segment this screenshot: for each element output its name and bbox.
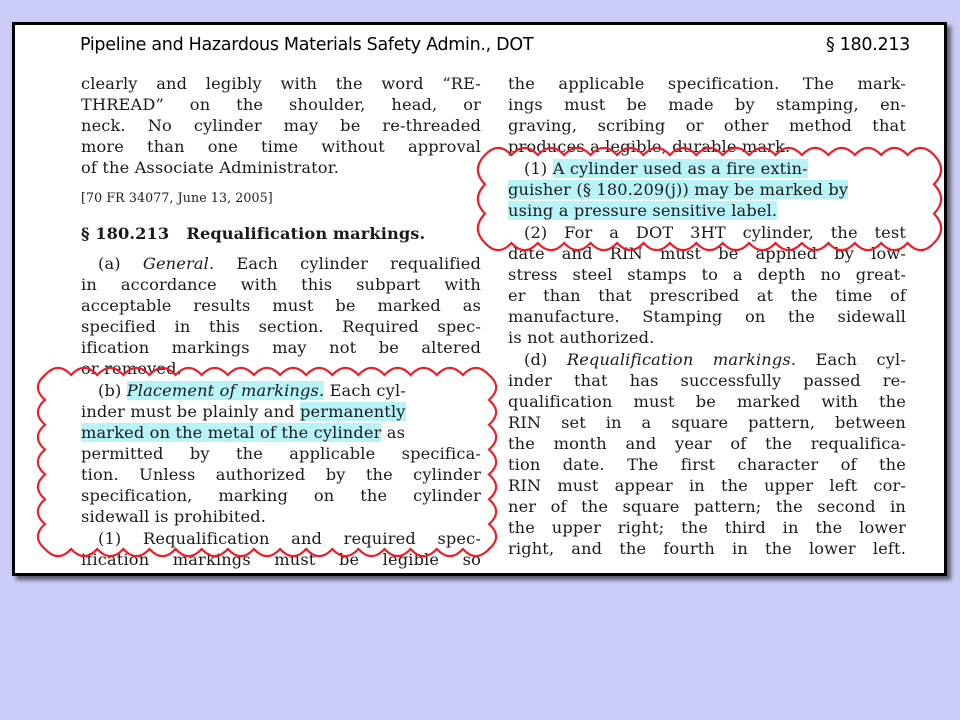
text-line: date and RIN must be applied by low-	[508, 244, 906, 263]
text-line	[81, 422, 405, 444]
text-line: manufacture. Stamping on the sidewall	[508, 307, 906, 326]
section-heading: § 180.213 Requalification markings.	[81, 224, 426, 243]
text-line: specified in this section. Required spec-	[81, 317, 481, 336]
paragraph-d-line	[524, 349, 906, 371]
text-line: ification markings may not be altered	[81, 338, 481, 357]
text-line	[508, 179, 848, 201]
paragraph-a-line	[98, 253, 481, 275]
paragraph-d-label: (d)	[524, 350, 567, 369]
paragraph-b-label: (b)	[98, 381, 127, 400]
text-line: tion date. The first character of the	[508, 455, 906, 474]
document-page	[12, 22, 947, 576]
text-span: inder must be plainly and	[81, 402, 300, 421]
text-line: neck. No cylinder may be re-threaded	[81, 116, 481, 135]
text-line: clearly and legibly with the word “RE-	[81, 74, 481, 93]
paragraph-b-title-highlight: Placement of markings.	[126, 381, 325, 400]
text-line: stress steel stamps to a depth no great-	[508, 265, 906, 284]
text-line: produces a legible, durable mark.	[508, 137, 791, 156]
text-line: the applicable specification. The mark-	[508, 74, 906, 93]
paragraph-d-text: Each cyl-	[796, 350, 906, 369]
page-header	[80, 35, 910, 61]
highlight-fire-extinguisher: A cylinder used as a fire extin-	[552, 159, 808, 178]
text-line: permitted by the applicable specifica-	[81, 444, 481, 463]
highlight-permanently: permanently	[300, 402, 406, 421]
text-line: in accordance with this subpart with	[81, 275, 481, 294]
highlight-pressure-label: using a pressure sensitive label.	[508, 201, 778, 220]
text-line: RIN set in a square pattern, between	[508, 413, 906, 432]
text-line	[508, 200, 777, 222]
text-line: RIN must appear in the upper left cor-	[508, 476, 906, 495]
text-line: the month and year of the requalifica-	[508, 434, 906, 453]
paragraph-b-text: Each cyl-	[324, 381, 406, 400]
text-line	[524, 158, 808, 180]
text-line: of the Associate Administrator.	[81, 158, 340, 177]
paragraph-a-text: Each cylinder requalified	[214, 254, 482, 273]
text-line: (1) Requalification and required spec-	[98, 529, 481, 548]
paragraph-d-title: Requalification markings.	[566, 350, 797, 369]
text-line: right, and the fourth in the lower left.	[508, 539, 906, 558]
header-section-number: § 180.213	[826, 35, 910, 55]
text-line: tion. Unless authorized by the cylinder	[81, 465, 481, 484]
text-line: ner of the square pattern; the second in	[508, 497, 906, 516]
text-line: more than one time without approval	[81, 137, 481, 156]
text-line: qualification must be marked with the	[508, 392, 906, 411]
paragraph-a-title: General.	[142, 254, 215, 273]
text-line: er than that prescribed at the time of	[508, 286, 906, 305]
text-line: ings must be made by stamping, en-	[508, 95, 906, 114]
text-line: (2) For a DOT 3HT cylinder, the test	[524, 223, 906, 242]
text-span: as	[381, 423, 406, 442]
text-line: specification, marking on the cylinder	[81, 486, 481, 505]
citation: [70 FR 34077, June 13, 2005]	[81, 190, 273, 205]
text-line: the upper right; the third in the lower	[508, 518, 906, 537]
text-line: graving, scribing or other method that	[508, 116, 906, 135]
paragraph-b-line	[98, 380, 406, 402]
text-line: is not authorized.	[508, 328, 655, 347]
text-line: or removed.	[81, 359, 182, 378]
highlight-marked-by: guisher (§ 180.209(j)) may be marked by	[508, 180, 849, 199]
text-line	[81, 401, 406, 423]
text-line: THREAD” on the shoulder, head, or	[81, 95, 481, 114]
highlight-marked-on-metal: marked on the metal of the cylinder	[81, 423, 382, 442]
paragraph-a-label: (a)	[98, 254, 143, 273]
text-line: sidewall is prohibited.	[81, 507, 267, 526]
text-span: (1)	[524, 159, 553, 178]
text-line: acceptable results must be marked as	[81, 296, 481, 315]
text-line: inder that has successfully passed re-	[508, 371, 906, 390]
text-line: ification markings must be legible so	[81, 550, 481, 569]
header-title: Pipeline and Hazardous Materials Safety Admin., DOT	[80, 35, 534, 55]
